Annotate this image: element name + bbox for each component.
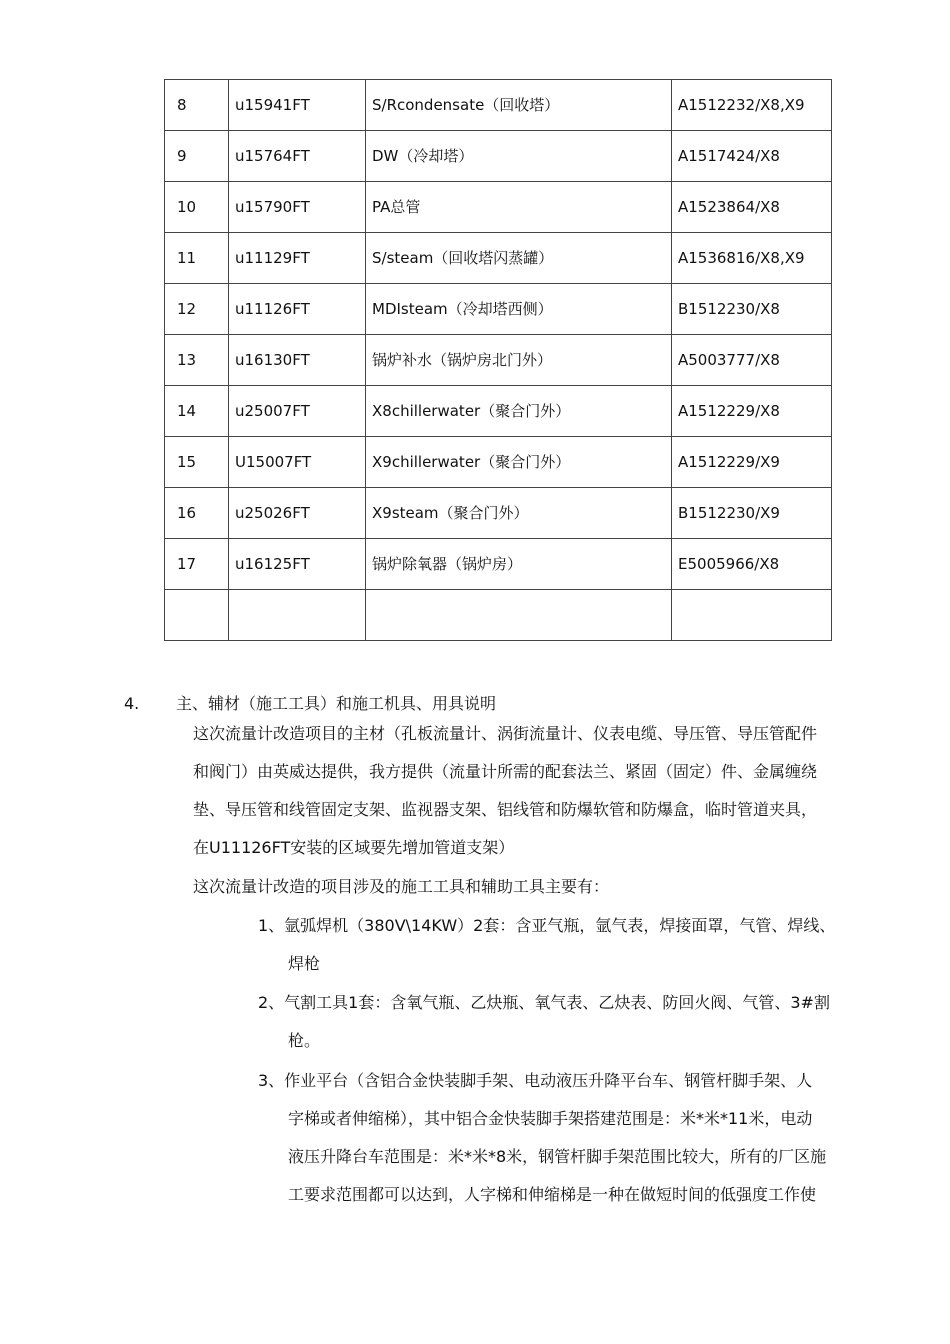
flowmeter-table [164,79,832,641]
cell-tag: u25026FT [229,488,366,539]
cell-tag: u15790FT [229,182,366,233]
list-item-line: 工要求范围都可以达到，人字梯和伸缩梯是一种在做短时间的低强度工作使 [288,1185,817,1204]
cell-location: 锅炉补水（锅炉房北门外） [366,335,672,386]
cell-location: X9chillerwater（聚合门外） [366,437,672,488]
section-number: 4. [124,694,140,713]
cell-location: X8chillerwater（聚合门外） [366,386,672,437]
cell-number: 9 [165,131,229,182]
table-row [165,233,832,284]
cell-location: S/Rcondensate（回收塔） [366,80,672,131]
cell-serial: A1523864/X8 [672,182,832,233]
cell-number: 11 [165,233,229,284]
cell-number: 16 [165,488,229,539]
tool-item-argon-welder [258,907,868,983]
paragraph-line: 垫、导压管和线管固定支架、监视器支架、铝线管和防爆软管和防爆盒，临时管道夹具， [193,800,818,819]
cell-tag: u25007FT [229,386,366,437]
cell-location: 锅炉除氧器（锅炉房） [366,539,672,590]
cell-number: 10 [165,182,229,233]
table-row [165,488,832,539]
cell-tag [229,590,366,641]
flowmeter-table-body [165,80,832,641]
table-row [165,335,832,386]
paragraph-line: 这次流量计改造项目的主材（孔板流量计、涡街流量计、仪表电缆、导压管、导压管配件 [193,724,818,743]
tools-intro-paragraph [193,868,868,906]
tool-item-work-platform [258,1062,868,1214]
cell-serial: A5003777/X8 [672,335,832,386]
cell-number: 15 [165,437,229,488]
cell-serial: B1512230/X9 [672,488,832,539]
cell-serial: A1517424/X8 [672,131,832,182]
table-row [165,131,832,182]
list-item-line: 枪。 [288,1031,321,1050]
list-item-line: 液压升降台车范围是：米*米*8米，钢管杆脚手架范围比较大，所有的厂区施 [288,1147,827,1166]
list-item-line: 焊枪 [288,954,321,973]
materials-paragraph [193,715,868,867]
cell-serial: A1512229/X8 [672,386,832,437]
cell-tag: u11126FT [229,284,366,335]
cell-location: S/steam（回收塔闪蒸罐） [366,233,672,284]
cell-number: 14 [165,386,229,437]
cell-serial: A1512232/X8,X9 [672,80,832,131]
cell-serial [672,590,832,641]
tool-item-gas-cutting [258,984,868,1060]
table-row [165,80,832,131]
cell-tag: u11129FT [229,233,366,284]
cell-number: 8 [165,80,229,131]
section-title: 主、辅材（施工工具）和施工机具、用具说明 [176,694,497,713]
list-item-line: 2、气割工具1套：含氧气瓶、乙炔瓶、氧气表、乙炔表、防回火阀、气管、3#割 [258,993,830,1012]
table-row [165,284,832,335]
cell-serial: A1536816/X8,X9 [672,233,832,284]
cell-location: PA总管 [366,182,672,233]
cell-tag: u16130FT [229,335,366,386]
list-item-line: 1、氩弧焊机（380V\14KW）2套：含亚气瓶，氩气表，焊接面罩，气管、焊线、 [258,916,836,935]
cell-tag: u15764FT [229,131,366,182]
cell-number: 17 [165,539,229,590]
cell-serial: B1512230/X8 [672,284,832,335]
cell-location [366,590,672,641]
cell-tag: u16125FT [229,539,366,590]
cell-location: DW（冷却塔） [366,131,672,182]
cell-number [165,590,229,641]
paragraph-line: 和阀门）由英威达提供，我方提供（流量计所需的配套法兰、紧固（固定）件、金属缠绕 [193,762,818,781]
cell-serial: E5005966/X8 [672,539,832,590]
cell-number: 12 [165,284,229,335]
cell-location: MDIsteam（冷却塔西侧） [366,284,672,335]
cell-tag: u15941FT [229,80,366,131]
cell-tag: U15007FT [229,437,366,488]
paragraph-line: 这次流量计改造的项目涉及的施工工具和辅助工具主要有： [193,877,610,896]
section-heading [124,690,496,718]
list-item-line: 3、作业平台（含铝合金快装脚手架、电动液压升降平台车、钢管杆脚手架、人 [258,1071,813,1090]
table-row [165,539,832,590]
list-item-line: 字梯或者伸缩梯），其中铝合金快装脚手架搭建范围是：米*米*11米，电动 [288,1109,813,1128]
cell-location: X9steam（聚合门外） [366,488,672,539]
table-row [165,437,832,488]
flowmeter-table-container [164,79,832,641]
table-row [165,590,832,641]
cell-serial: A1512229/X9 [672,437,832,488]
paragraph-line: 在U11126FT安装的区域要先增加管道支架） [193,838,515,857]
table-row [165,386,832,437]
cell-number: 13 [165,335,229,386]
table-row [165,182,832,233]
